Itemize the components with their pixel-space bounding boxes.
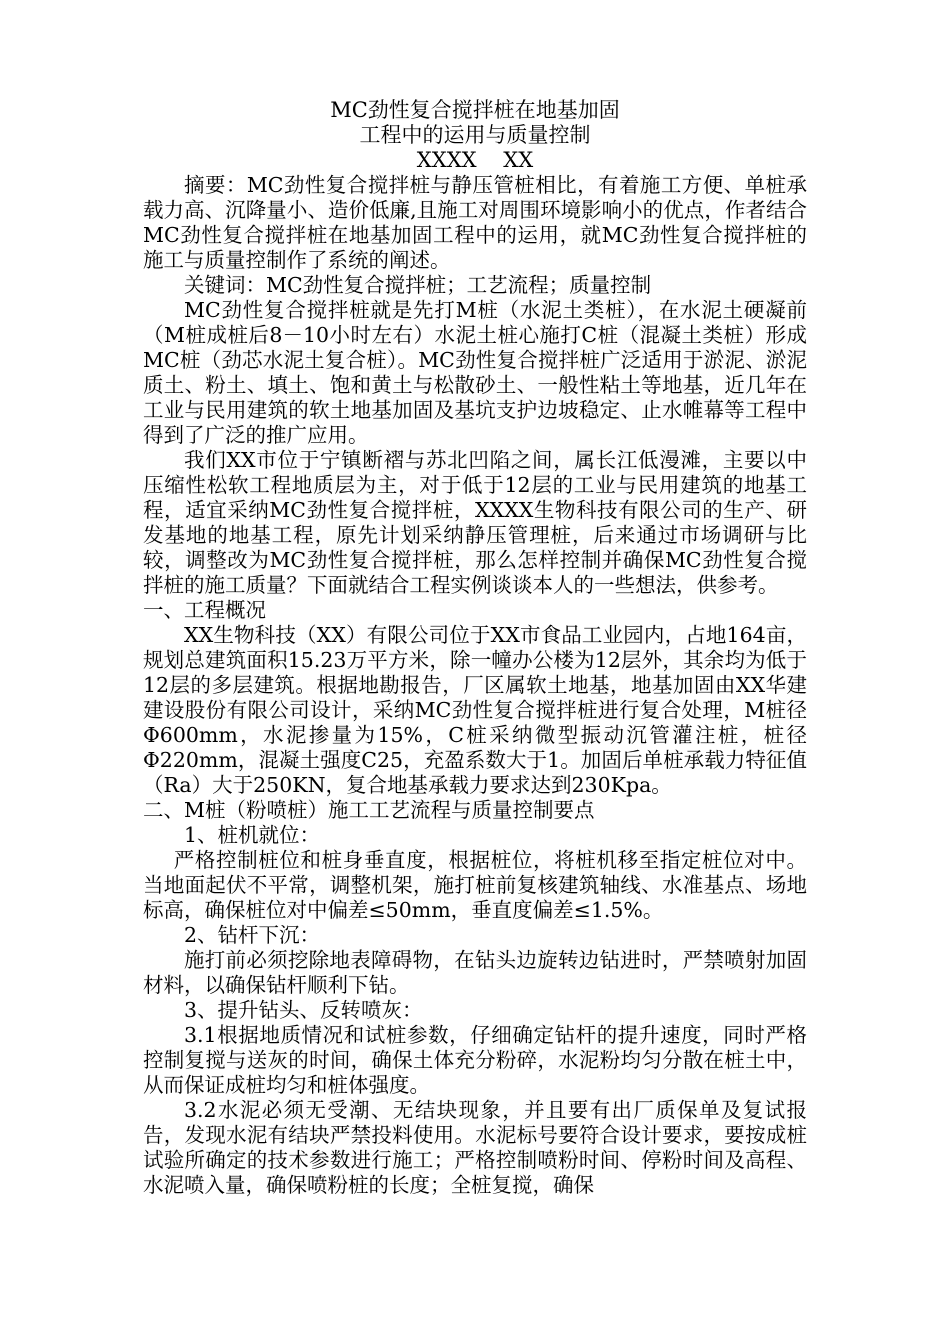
body-paragraph: 严格控制桩位和桩身垂直度，根据桩位，将桩机移至指定桩位对中。当地面起伏不平常，调整机架，施打桩前复核建筑轴线、水准基点、场地标高，确保桩位对中偏差≤50mm，垂直度偏差≤1.5%。	[143, 848, 807, 922]
body-paragraph: 一、工程概况	[143, 598, 266, 622]
body-paragraph: XX生物科技（XX）有限公司位于XX市食品工业园内，占地164亩，规划总建筑面积15.23万平方米，除一幢办公楼为12层外，其余均为低于12层的多层建筑。根据地勘报告，厂区属软土地基，地基加固由XX华建建设股份有限公司设计，采纳MC劲性复合搅拌桩进行复合处理，M桩径Φ600mm，水泥掺量为15%，C桩采纳微型振动沉管灌注桩，桩径Φ220mm，混凝土强度C25，充盈系数大于1。加固后单桩承载力特征值（Ra）大于250KN，复合地基承载力要求达到230Kpa。	[143, 623, 807, 797]
document-body	[143, 173, 807, 1198]
body-paragraph: MC劲性复合搅拌桩就是先打M桩（水泥土类桩），在水泥土硬凝前（M桩成桩后8－10小时左右）水泥土桩心施打C桩（混凝土类桩）形成MC桩（劲芯水泥土复合桩）。MC劲性复合搅拌桩广泛适用于淤泥、淤泥质土、粉土、填土、饱和黄土与松散砂土、一般性粘土等地基，近几年在工业与民用建筑的软土地基加固及基坑支护边坡稳定、止水帷幕等工程中得到了广泛的推广应用。	[143, 298, 807, 447]
body-paragraph: 3、提升钻头、反转喷灰：	[184, 998, 423, 1022]
document-author: XXXX XX	[416, 148, 534, 172]
body-paragraph: 摘要：MC劲性复合搅拌桩与静压管桩相比，有着施工方便、单桩承载力高、沉降量小、造价低廉,且施工对周围环境影响小的优点，作者结合MC劲性复合搅拌桩在地基加固工程中的运用，就MC劲性复合搅拌桩的施工与质量控制作了系统的阐述。	[143, 173, 807, 272]
body-paragraph: 3.2水泥必须无受潮、无结块现象，并且要有出厂质保单及复试报告，发现水泥有结块严禁投料使用。水泥标号要符合设计要求，要按成桩试验所确定的技术参数进行施工；严格控制喷粉时间、停粉时间及高程、水泥喷入量，确保喷粉桩的长度；全桩复搅，确保	[143, 1098, 807, 1197]
document-title-line-2: 工程中的运用与质量控制	[359, 123, 591, 147]
body-paragraph: 施打前必须挖除地表障碍物，在钻头边旋转边钻进时，严禁喷射加固材料，以确保钻杆顺利下钻。	[143, 948, 807, 997]
body-paragraph: 2、钻杆下沉：	[184, 923, 321, 947]
document-title-line-1: MC劲性复合搅拌桩在地基加固	[330, 98, 620, 122]
body-paragraph: 二、M桩（粉喷桩）施工工艺流程与质量控制要点	[143, 798, 595, 822]
body-paragraph: 我们XX市位于宁镇断褶与苏北凹陷之间，属长江低漫滩，主要以中压缩性松软工程地质层为主，对于低于12层的工业与民用建筑的地基工程，适宜采纳MC劲性复合搅拌桩，XXXX生物科技有限公司的生产、研发基地的地基工程，原先计划采纳静压管理桩，后来通过市场调研与比较，调整改为MC劲性复合搅拌桩，那么怎样控制并确保MC劲性复合搅拌桩的施工质量？下面就结合工程实例谈谈本人的一些想法，供参考。	[143, 448, 807, 597]
body-paragraph: 关键词：MC劲性复合搅拌桩；工艺流程；质量控制	[184, 273, 652, 297]
body-paragraph: 1、桩机就位：	[184, 823, 321, 847]
body-paragraph: 3.1根据地质情况和试桩参数，仔细确定钻杆的提升速度，同时严格控制复搅与送灰的时间，确保土体充分粉碎，水泥粉均匀分散在桩土中，从而保证成桩均匀和桩体强度。	[143, 1023, 807, 1097]
